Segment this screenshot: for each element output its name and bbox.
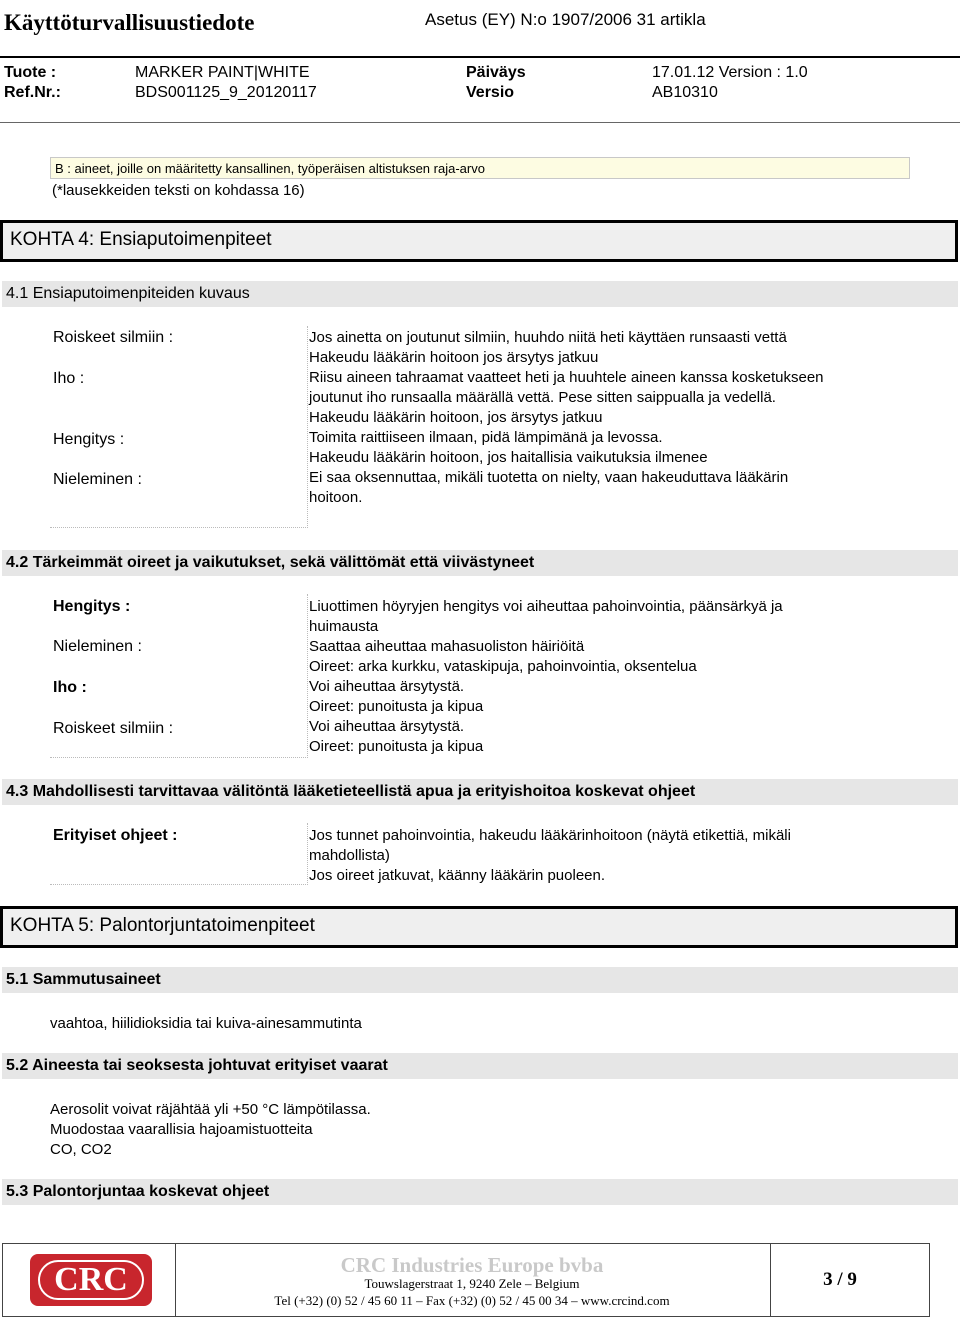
date-value: 17.01.12 Version : 1.0 [652, 64, 808, 81]
text-line: Hakeudu lääkärin hoitoon, jos ärsytys jatkuu [309, 409, 603, 426]
text-line: Saattaa aiheuttaa mahasuoliston häiriöitä [309, 638, 585, 655]
subsection-title: Ensiaputoimenpiteiden kuvaus [28, 285, 250, 302]
company-name: CRC Industries Europe bvba [340, 1253, 604, 1277]
subsection-5-1-heading: 5.1 Sammutusaineet [2, 967, 958, 993]
ref-label: Ref.Nr.: [4, 84, 61, 101]
text-line: Jos tunnet pahoinvointia, hakeudu lääkärinhoitoon (näytä etikettiä, mikäli [309, 827, 791, 844]
subsection-number: 4.1 [6, 285, 29, 302]
product-label: Tuote : [4, 64, 57, 81]
text-line: Toimita raittiiseen ilmaan, pidä lämpimänä ja levossa. [309, 429, 663, 446]
text-line: Oireet: punoitusta ja kipua [309, 698, 484, 715]
regulation-reference: Asetus (EY) N:o 1907/2006 31 artikla [425, 10, 706, 29]
label-inhalation: Hengitys : [53, 598, 131, 615]
text-line: Oireet: arka kurkku, vataskipuja, pahoinvointia, oksentelua [309, 658, 697, 675]
national-limit-note: B : aineet, joille on määritetty kansallinen, työperäisen altistuksen raja-arvo [50, 157, 910, 179]
label-skin: Iho : [53, 679, 87, 696]
text-line: Riisu aineen tahraamat vaatteet heti ja huuhtele aineen kanssa kosketukseen [309, 369, 824, 386]
text-line: Oireet: punoitusta ja kipua [309, 738, 484, 755]
special-instructions-text [309, 826, 909, 886]
text-line: Ei saa oksennuttaa, mikäli tuotetta on nielty, vaan hakeuduttava lääkärin [309, 469, 789, 486]
text-line: Voi aiheuttaa ärsytystä. [309, 678, 465, 695]
subsection-title: Tärkeimmät oireet ja vaikutukset, sekä välittömät että viivästyneet [28, 554, 535, 571]
first-aid-text [309, 328, 909, 508]
crc-logo-text: CRC [38, 1260, 144, 1300]
footer-divider [770, 1243, 771, 1317]
page-number: 3 / 9 [823, 1269, 857, 1290]
text-line: huimausta [309, 618, 379, 635]
label-skin: Iho : [53, 370, 85, 387]
meta-divider [0, 122, 960, 123]
clause-note: (*lausekkeiden teksti on kohdassa 16) [52, 182, 305, 199]
subsection-4-3-heading [2, 779, 958, 805]
text-line: Aerosolit voivat räjähtää yli +50 °C lämpötilassa. [50, 1101, 371, 1118]
product-value: MARKER PAINT|WHITE [135, 64, 310, 81]
section-4-heading: KOHTA 4: Ensiaputoimenpiteet [0, 220, 958, 262]
label-eye-contact: Roiskeet silmiin : [53, 720, 174, 737]
text-line: Hakeudu lääkärin hoitoon jos ärsytys jatkuu [309, 349, 599, 366]
text-line: Voi aiheuttaa ärsytystä. [309, 718, 465, 735]
label-column [50, 326, 308, 528]
extinguishing-media-text: vaahtoa, hiilidioksidia tai kuiva-ainesammutinta [50, 1015, 362, 1032]
text-line: joutunut iho runsaalla määrällä vettä. Pese sitten saippualla ja vedellä. [309, 389, 776, 406]
subsection-number: 4.3 [6, 783, 29, 800]
label-ingestion: Nieleminen : [53, 471, 142, 488]
label-special-instructions: Erityiset ohjeet : [53, 827, 178, 844]
text-line: Muodostaa vaarallisia hajoamistuotteita [50, 1121, 313, 1138]
subsection-number: 4.2 [6, 554, 29, 571]
company-address: Touwslagerstraat 1, 9240 Zele – Belgium [364, 1276, 580, 1291]
text-line: mahdollista) [309, 847, 390, 864]
text-line: Jos ainetta on joutunut silmiin, huuhdo niitä heti käyttäen runsaasti vettä [309, 329, 787, 346]
ref-value: BDS001125_9_20120117 [135, 84, 317, 101]
subsection-5-2-heading: 5.2 Aineesta tai seoksesta johtuvat erityiset vaarat [2, 1053, 958, 1079]
version-label: Versio [466, 84, 515, 101]
subsection-4-2-heading [2, 550, 958, 576]
date-label: Päiväys [466, 64, 526, 81]
version-value: AB10310 [652, 84, 718, 101]
text-line: CO, CO2 [50, 1141, 112, 1158]
special-hazards-text [50, 1100, 371, 1160]
company-contact: Tel (+32) (0) 52 / 45 60 11 – Fax (+32) (0) 52 / 45 00 34 – www.crcind.com [274, 1293, 670, 1308]
text-line: hoitoon. [309, 489, 363, 506]
subsection-title: Mahdollisesti tarvittavaa välitöntä lääketieteellistä apua ja erityishoitoa koskevat ohjeet [28, 783, 696, 800]
subsection-4-1-heading [2, 281, 958, 307]
text-line: Hakeudu lääkärin hoitoon, jos haitallisia vaikutuksia ilmenee [309, 449, 708, 466]
document-title: Käyttöturvallisuustiedote [4, 10, 255, 35]
subsection-5-3-heading: 5.3 Palontorjuntaa koskevat ohjeet [2, 1179, 958, 1205]
label-eye-contact: Roiskeet silmiin : [53, 329, 174, 346]
section-5-heading: KOHTA 5: Palontorjuntatoimenpiteet [0, 906, 958, 948]
text-line: Liuottimen höyryjen hengitys voi aiheuttaa pahoinvointia, päänsärkyä ja [309, 598, 783, 615]
symptoms-text [309, 597, 909, 757]
label-inhalation: Hengitys : [53, 431, 125, 448]
footer-divider [175, 1243, 176, 1317]
text-line: Jos oireet jatkuvat, käänny lääkärin puoleen. [309, 867, 606, 884]
label-ingestion: Nieleminen : [53, 638, 142, 655]
header-divider [0, 56, 960, 58]
